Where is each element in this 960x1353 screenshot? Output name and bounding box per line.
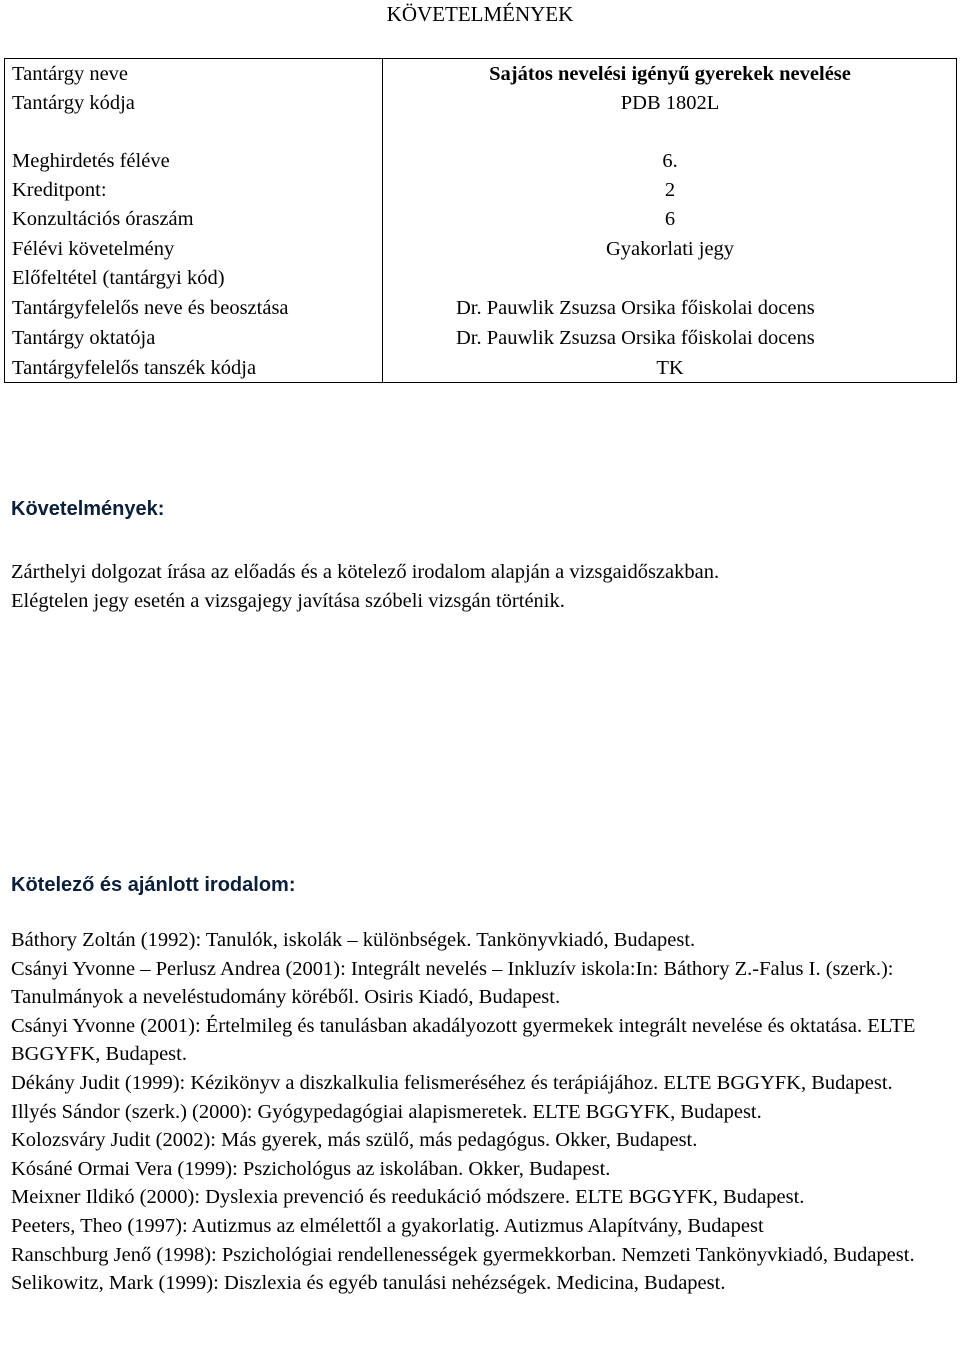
literature-item: Selikowitz, Mark (1999): Diszlexia és egyéb tanulási nehézségek. Medicina, Budapest. <box>11 1272 726 1295</box>
row-value: 6 <box>664 208 676 230</box>
table-row-semester <box>5 146 956 176</box>
row-value: Dr. Pauwlik Zsuzsa Orsika főiskolai docens <box>456 297 815 319</box>
table-row-credits <box>5 175 956 205</box>
row-label: Tantárgy neve <box>12 63 129 85</box>
literature-item: Kósáné Ormai Vera (1999): Pszichológus az iskolában. Okker, Budapest. <box>11 1157 611 1180</box>
row-value: PDB 1802L <box>620 92 720 114</box>
table-row-consultation-hours <box>5 204 956 234</box>
table-row-responsible <box>5 293 956 323</box>
table-row-course-code <box>5 88 956 118</box>
course-info-table <box>4 58 957 383</box>
row-label: Tantárgyfelelős neve és beosztása <box>12 297 289 319</box>
row-label: Tantárgy kódja <box>12 92 135 114</box>
row-label: Kreditpont: <box>12 179 107 201</box>
literature-item: Peeters, Theo (1997): Autizmus az elmélettől a gyakorlatig. Autizmus Alapítvány, Budapest <box>11 1214 764 1237</box>
literature-item: Báthory Zoltán (1992): Tanulók, iskolák – különbségek. Tankönyvkiadó, Budapest. <box>11 929 696 951</box>
table-row-prerequisite <box>5 263 956 293</box>
row-label: Meghirdetés féléve <box>12 150 170 172</box>
row-value: 2 <box>664 179 676 201</box>
table-row-department-code <box>5 353 956 383</box>
row-value: Dr. Pauwlik Zsuzsa Orsika főiskolai docens <box>456 327 815 349</box>
table-row-lecturer <box>5 323 956 353</box>
literature-item: Csányi Yvonne (2001): Értelmileg és tanulásban akadályozott gyermekek integrált nevelése és oktatása. ELTE BGGYFK, Budapest. <box>11 1014 916 1066</box>
table-row-course-name <box>5 59 956 89</box>
document-title: KÖVETELMÉNYEK <box>386 2 574 26</box>
literature-list <box>11 926 948 1298</box>
table-row-requirement-type <box>5 234 956 264</box>
row-label: Tantárgy oktatója <box>12 327 156 349</box>
row-value: Sajátos nevelési igényű gyerekek nevelése <box>489 63 851 85</box>
requirements-text <box>11 558 948 615</box>
literature-heading: Kötelező és ajánlott irodalom: <box>11 874 296 896</box>
requirements-line: Zárthelyi dolgozat írása az előadás és a kötelező irodalom alapján a vizsgaidőszakban. <box>11 561 720 583</box>
requirements-line: Elégtelen jegy esetén a vizsgajegy javítása szóbeli vizsgán történik. <box>11 589 565 612</box>
literature-item: Ranschburg Jenő (1998): Pszichológiai rendellenességek gyermekkorban. Nemzeti Tankönyvkiadó, Budapest. <box>11 1243 915 1266</box>
requirements-heading: Követelmények: <box>11 498 165 520</box>
row-label: Tantárgyfelelős tanszék kódja <box>12 357 257 379</box>
literature-item: Meixner Ildikó (2000): Dyslexia prevenció és reedukáció módszere. ELTE BGGYFK, Budapest. <box>11 1186 805 1209</box>
row-value: TK <box>656 357 684 379</box>
literature-item: Csányi Yvonne – Perlusz Andrea (2001): Integrált nevelés – Inkluzív iskola:In: Báthory Z.-Falus I. (szerk.): Tanulmányok a neveléstudomány köréből. Osiris Kiadó, Budapest. <box>11 957 894 1009</box>
row-label: Félévi követelmény <box>12 238 175 260</box>
row-value: Gyakorlati jegy <box>605 238 735 260</box>
row-label: Konzultációs óraszám <box>12 208 194 230</box>
literature-item: Illyés Sándor (szerk.) (2000): Gyógypedagógiai alapismeretek. ELTE BGGYFK, Budapest. <box>11 1100 762 1123</box>
row-value: 6. <box>662 150 678 172</box>
table-row-empty <box>5 117 956 147</box>
row-label: Előfeltétel (tantárgyi kód) <box>12 267 225 289</box>
literature-item: Dékány Judit (1999): Kézikönyv a diszkalkulia felismeréséhez és terápiájához. ELTE BGGYFK, Budapest. <box>11 1071 893 1094</box>
literature-item: Kolozsváry Judit (2002): Más gyerek, más szülő, más pedagógus. Okker, Budapest. <box>11 1129 698 1152</box>
